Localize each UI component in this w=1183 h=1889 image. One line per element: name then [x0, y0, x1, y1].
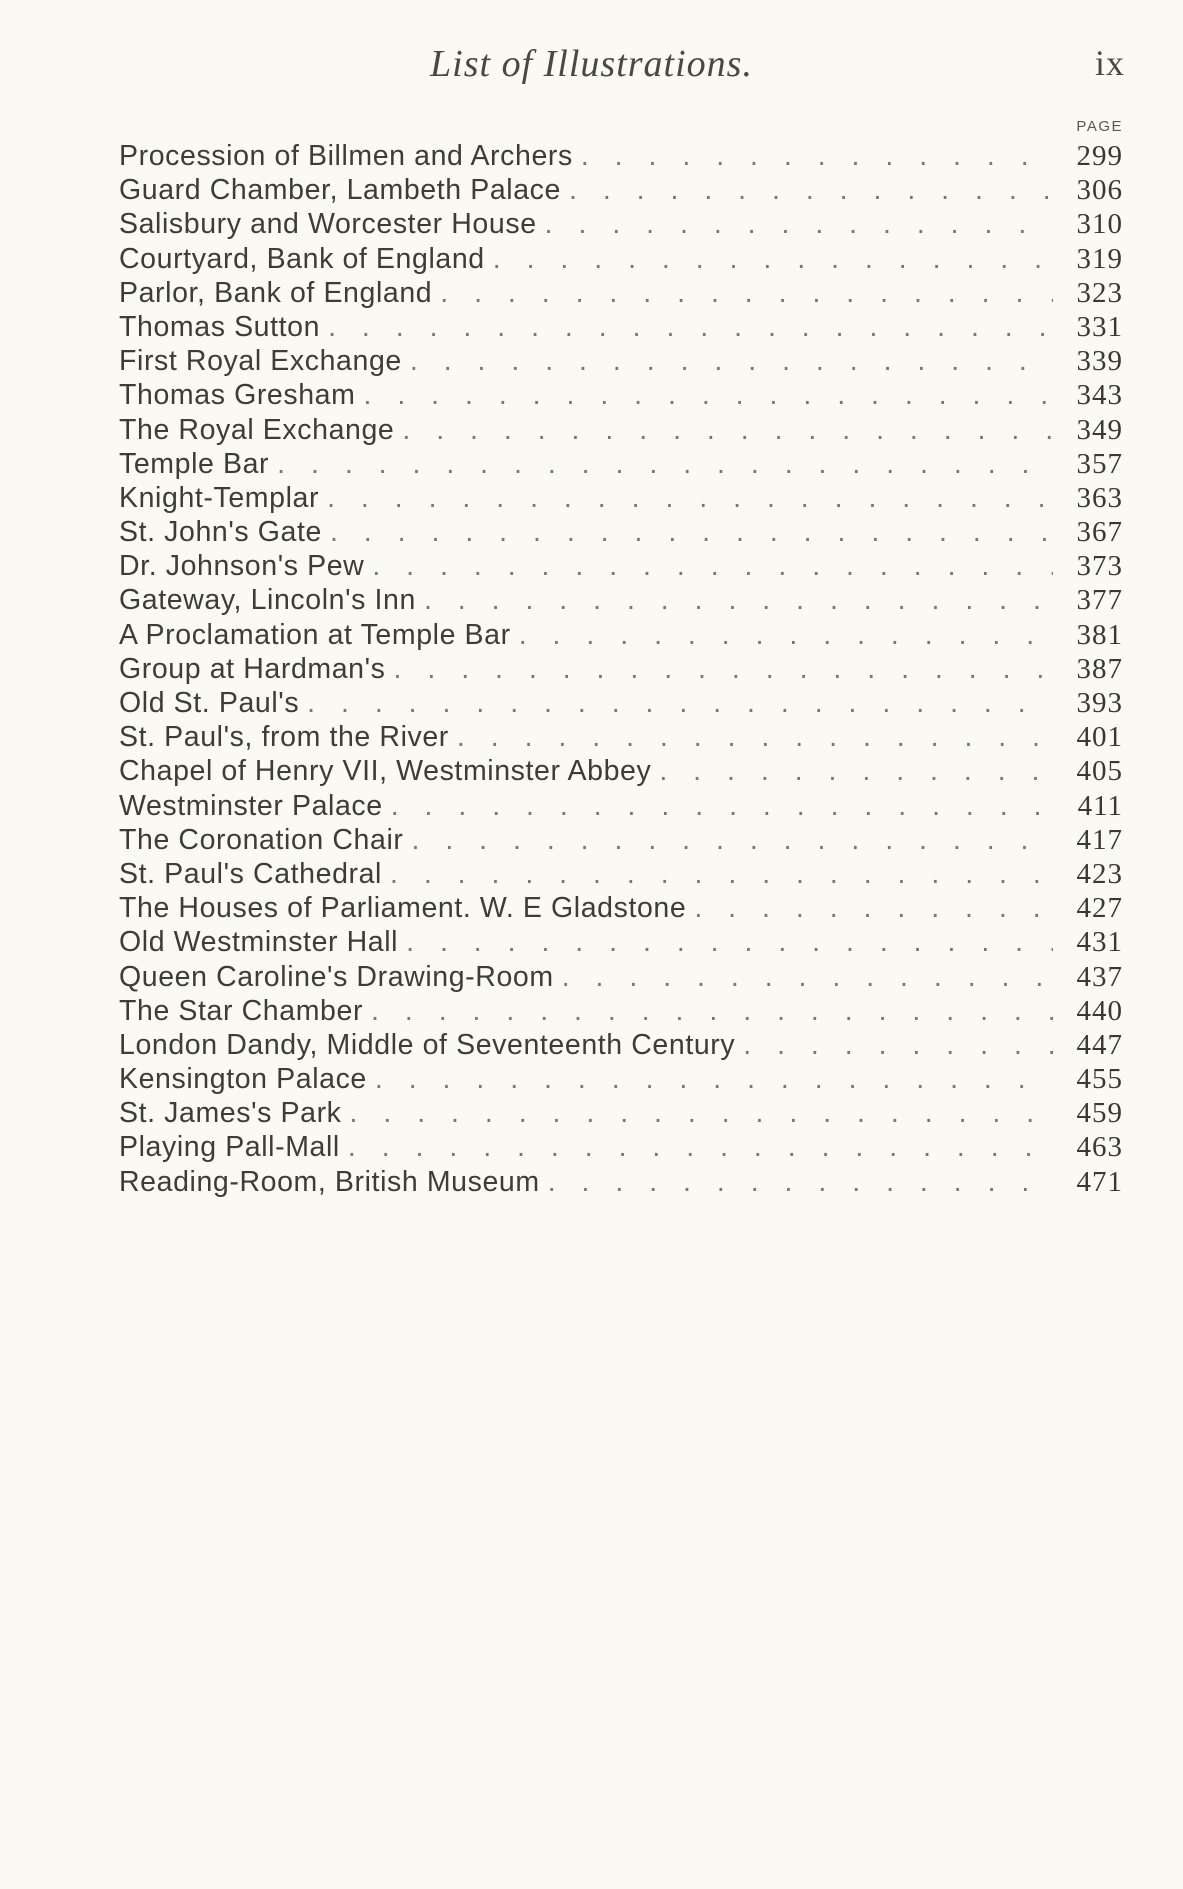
illustration-page-number: 367 — [1076, 516, 1123, 549]
dot-leader — [364, 550, 1053, 583]
illustration-page-number: 331 — [1076, 310, 1123, 343]
illustration-page-number: 323 — [1076, 276, 1123, 309]
illustration-page-number: 405 — [1076, 755, 1123, 788]
dot-leader — [485, 243, 1053, 276]
list-item — [119, 1166, 1123, 1200]
illustration-title: Knight-Templar — [119, 481, 320, 514]
list-item — [119, 550, 1123, 584]
dot-leader — [367, 1063, 1053, 1096]
page-column-label: PAGE — [1076, 118, 1123, 135]
list-item — [119, 653, 1123, 687]
illustration-page-number: 459 — [1076, 1097, 1123, 1130]
list-item — [119, 1097, 1123, 1131]
list-item — [119, 584, 1123, 618]
illustration-page-number: 310 — [1076, 208, 1123, 241]
illustration-page-number: 455 — [1076, 1063, 1123, 1096]
dot-leader — [322, 516, 1053, 549]
illustrations-list — [119, 140, 1123, 1200]
illustration-title: Salisbury and Worcester House — [119, 208, 537, 241]
illustration-title: Procession of Billmen and Archers — [119, 140, 573, 172]
illustration-title: Old St. Paul's — [119, 687, 300, 719]
illustration-title: St. Paul's, from the River — [119, 721, 449, 754]
dot-leader — [554, 961, 1053, 994]
illustration-page-number: 437 — [1076, 960, 1123, 993]
illustration-page-number: 447 — [1076, 1028, 1123, 1061]
list-item — [119, 345, 1123, 379]
dot-leader — [386, 653, 1053, 686]
illustration-title: The Royal Exchange — [119, 413, 395, 446]
list-item — [119, 824, 1123, 858]
illustration-page-number: 343 — [1076, 379, 1123, 412]
dot-leader — [540, 1166, 1053, 1199]
dot-leader — [382, 858, 1053, 891]
dot-leader — [449, 721, 1053, 754]
list-item — [119, 790, 1123, 824]
illustration-page-number: 319 — [1076, 242, 1123, 275]
illustration-title: Gateway, Lincoln's Inn — [119, 584, 416, 617]
illustration-page-number: 431 — [1076, 926, 1123, 959]
illustration-title: Courtyard, Bank of England — [119, 242, 485, 275]
illustration-page-number: 387 — [1076, 652, 1123, 685]
illustration-title: Reading-Room, British Museum — [119, 1165, 540, 1198]
illustration-title: Playing Pall-Mall — [119, 1131, 340, 1164]
dot-leader — [394, 414, 1053, 447]
dot-leader — [340, 1131, 1053, 1164]
illustration-page-number: 339 — [1076, 345, 1123, 378]
dot-leader — [537, 208, 1053, 241]
page-header — [0, 42, 1183, 92]
page-number: ix — [1094, 43, 1125, 83]
illustration-title: Parlor, Bank of England — [119, 276, 433, 309]
illustration-page-number: 393 — [1076, 687, 1123, 719]
list-item — [119, 619, 1123, 653]
list-item — [119, 858, 1123, 892]
dot-leader — [573, 140, 1053, 173]
list-item — [119, 379, 1123, 413]
illustration-title: Dr. Johnson's Pew — [119, 550, 365, 583]
dot-leader — [511, 619, 1053, 652]
illustration-title: London Dandy, Middle of Seventeenth Century — [119, 1028, 736, 1061]
list-item — [119, 961, 1123, 995]
illustration-page-number: 423 — [1076, 857, 1123, 890]
dot-leader — [355, 379, 1053, 412]
illustration-title: Westminster Palace — [119, 789, 383, 822]
list-item — [119, 1131, 1123, 1165]
dot-leader — [363, 995, 1053, 1028]
illustration-title: The Houses of Parliament. W. E Gladstone — [119, 892, 687, 925]
dot-leader — [319, 482, 1053, 515]
dot-leader — [403, 824, 1053, 857]
dot-leader — [651, 755, 1053, 788]
dot-leader — [383, 790, 1053, 823]
illustration-page-number: 306 — [1076, 174, 1123, 207]
dot-leader — [432, 277, 1053, 310]
illustration-title: First Royal Exchange — [119, 345, 402, 378]
dot-leader — [402, 345, 1053, 378]
illustration-title: Temple Bar — [119, 447, 270, 480]
dot-leader — [269, 448, 1053, 481]
illustration-title: Queen Caroline's Drawing-Room — [119, 960, 554, 993]
list-item — [119, 755, 1123, 789]
illustration-page-number: 349 — [1076, 413, 1123, 446]
illustration-title: Thomas Gresham — [119, 379, 356, 412]
dot-leader — [398, 926, 1053, 959]
illustration-title: Thomas Sutton — [119, 310, 321, 343]
dot-leader — [735, 1029, 1053, 1062]
illustration-page-number: 299 — [1076, 140, 1123, 172]
illustration-title: St. James's Park — [119, 1097, 342, 1130]
list-item — [119, 277, 1123, 311]
list-item — [119, 243, 1123, 277]
list-item — [119, 174, 1123, 208]
illustration-title: Kensington Palace — [119, 1063, 367, 1096]
illustration-page-number: 357 — [1076, 447, 1123, 480]
illustration-title: St. John's Gate — [119, 516, 322, 549]
dot-leader — [686, 892, 1053, 925]
illustration-title: Chapel of Henry VII, Westminster Abbey — [119, 755, 652, 788]
list-item — [119, 892, 1123, 926]
list-item — [119, 516, 1123, 550]
illustration-page-number: 471 — [1076, 1165, 1123, 1198]
illustration-page-number: 463 — [1076, 1131, 1123, 1164]
list-item — [119, 687, 1123, 721]
dot-leader — [299, 687, 1053, 720]
dot-leader — [320, 311, 1053, 344]
illustration-page-number: 377 — [1076, 584, 1123, 617]
list-item — [119, 1029, 1123, 1063]
running-title: List of Illustrations. — [430, 43, 753, 85]
illustration-title: St. Paul's Cathedral — [119, 857, 382, 890]
illustration-page-number: 417 — [1076, 823, 1123, 856]
illustration-page-number: 381 — [1076, 618, 1123, 651]
list-item — [119, 414, 1123, 448]
list-item — [119, 448, 1123, 482]
illustration-title: A Proclamation at Temple Bar — [119, 618, 511, 651]
list-item — [119, 1063, 1123, 1097]
illustration-page-number: 440 — [1076, 994, 1123, 1027]
illustration-title: Old Westminster Hall — [119, 926, 399, 959]
illustration-page-number: 373 — [1076, 550, 1123, 583]
illustration-page-number: 363 — [1076, 481, 1123, 514]
list-item — [119, 721, 1123, 755]
dot-leader — [416, 584, 1053, 617]
list-item — [119, 208, 1123, 242]
illustration-page-number: 411 — [1077, 789, 1123, 822]
list-item — [119, 140, 1123, 174]
list-item — [119, 995, 1123, 1029]
illustration-title: The Coronation Chair — [119, 823, 404, 856]
list-item — [119, 482, 1123, 516]
list-item — [119, 926, 1123, 960]
list-item — [119, 311, 1123, 345]
illustration-title: Group at Hardman's — [119, 652, 386, 685]
illustration-title: The Star Chamber — [119, 994, 364, 1027]
illustration-page-number: 401 — [1076, 721, 1123, 754]
dot-leader — [342, 1097, 1053, 1130]
dot-leader — [561, 174, 1053, 207]
illustration-title: Guard Chamber, Lambeth Palace — [119, 174, 561, 207]
illustration-page-number: 427 — [1076, 892, 1123, 925]
